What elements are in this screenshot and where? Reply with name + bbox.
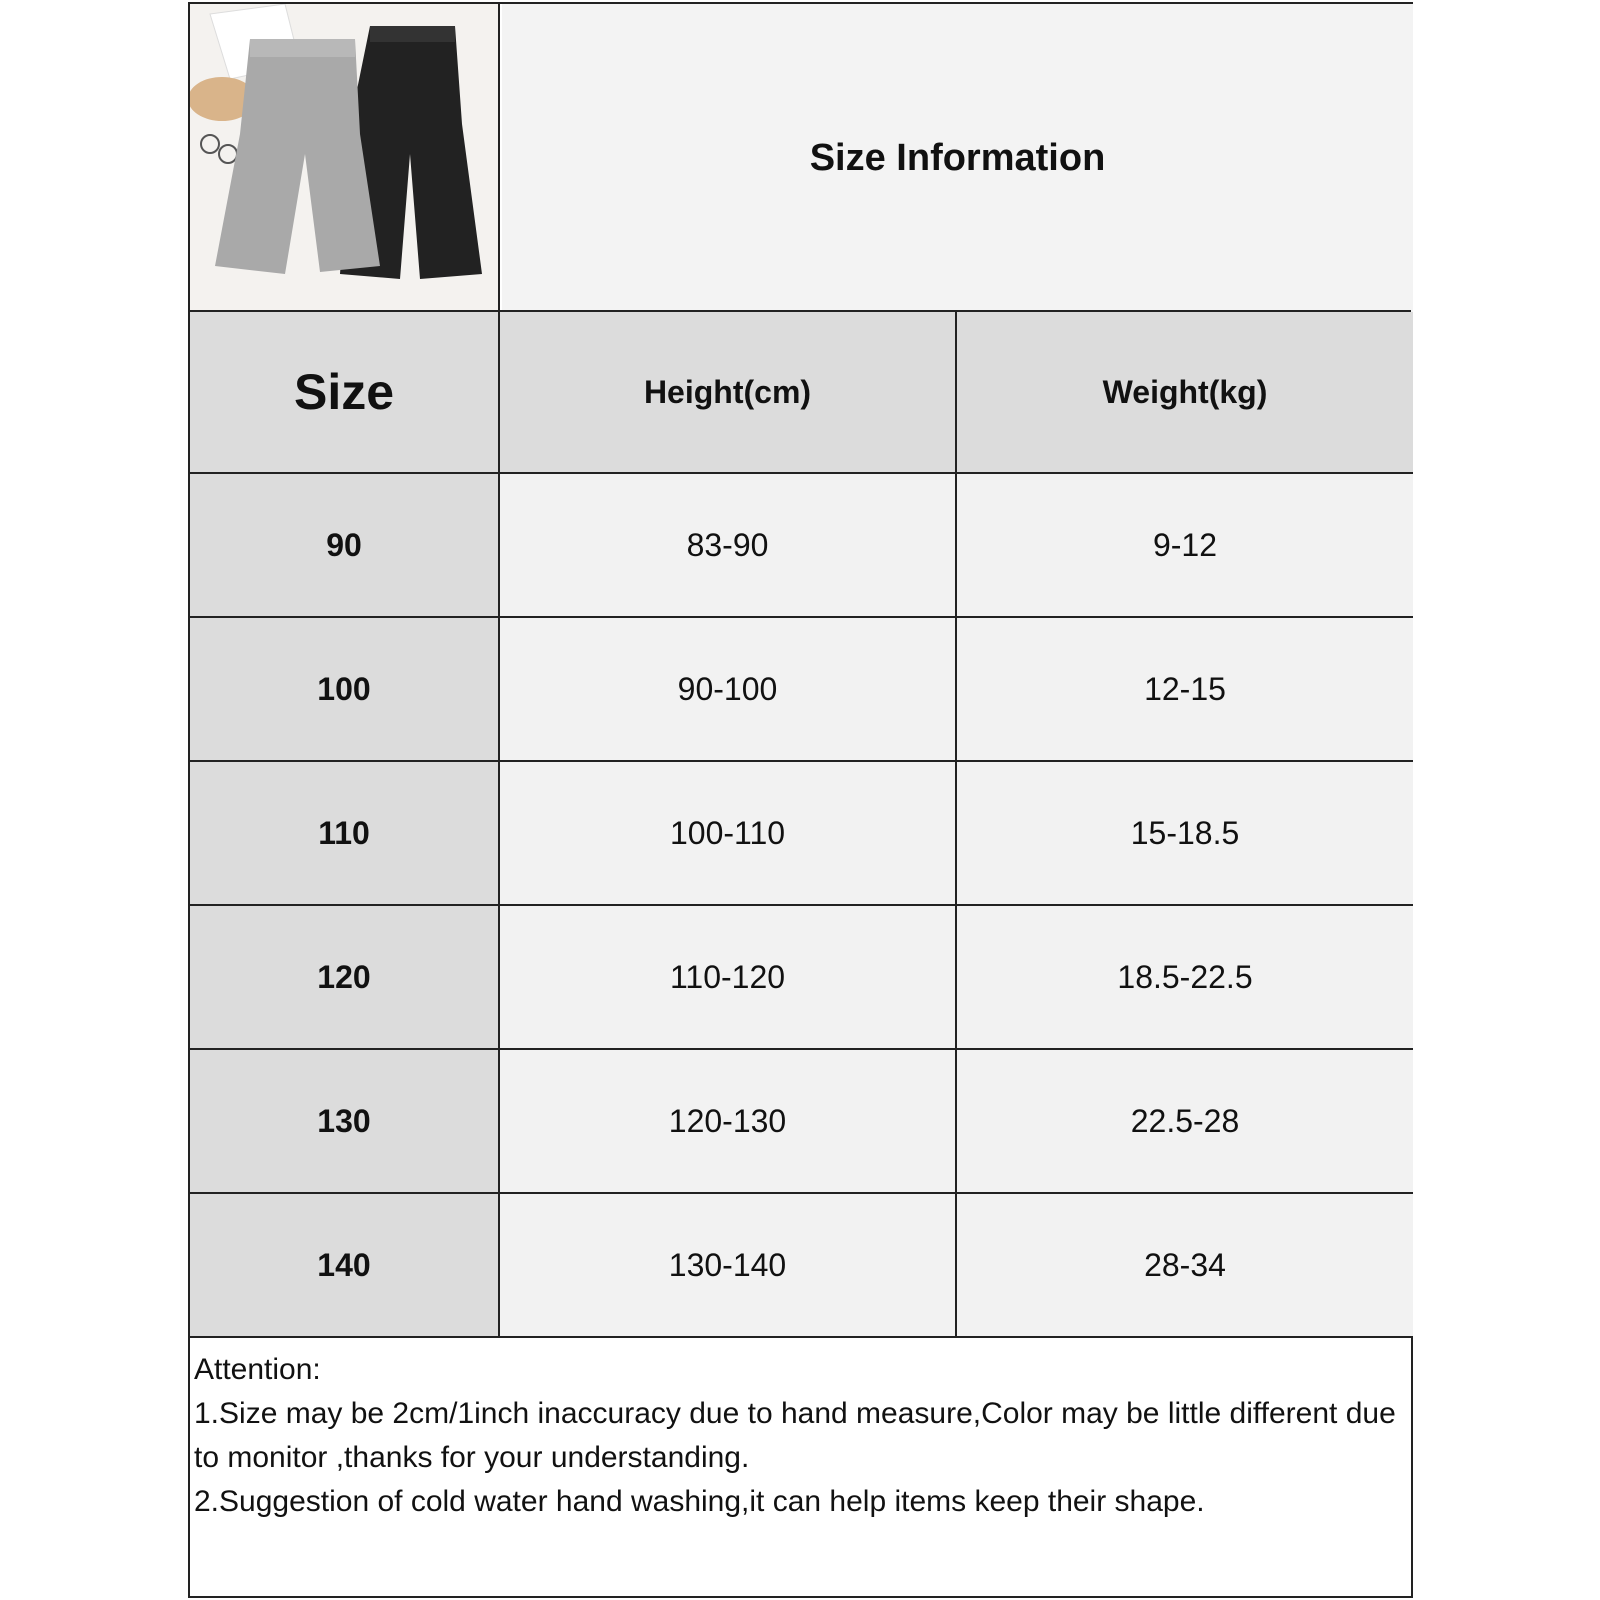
table-row-height: 83-90 [500, 474, 955, 616]
pants-photo-icon [190, 4, 500, 312]
table-row-height: 90-100 [500, 618, 955, 760]
product-photo [190, 4, 500, 312]
page-title: Size Information [502, 4, 1413, 312]
table-row-height: 120-130 [500, 1050, 955, 1192]
divider [190, 1336, 1411, 1338]
header-size: Size [190, 312, 498, 472]
notes-heading: Attention: [194, 1353, 321, 1386]
table-row-weight: 28-34 [957, 1194, 1413, 1336]
header-weight: Weight(kg) [957, 312, 1413, 472]
table-row-size: 130 [190, 1050, 498, 1192]
size-chart [188, 2, 1413, 1598]
table-row-weight: 15-18.5 [957, 762, 1413, 904]
attention-notes [194, 1348, 1404, 1524]
table-row-weight: 22.5-28 [957, 1050, 1413, 1192]
header-height: Height(cm) [500, 312, 955, 472]
table-row-weight: 12-15 [957, 618, 1413, 760]
table-row-height: 130-140 [500, 1194, 955, 1336]
table-row-size: 140 [190, 1194, 498, 1336]
table-row-size: 100 [190, 618, 498, 760]
notes-line-2: 2.Suggestion of cold water hand washing,it can help items keep their shape. [194, 1485, 1205, 1518]
table-row-size: 90 [190, 474, 498, 616]
table-row-weight: 9-12 [957, 474, 1413, 616]
divider [955, 312, 957, 1338]
table-row-height: 100-110 [500, 762, 955, 904]
notes-line-1: 1.Size may be 2cm/1inch inaccuracy due to hand measure,Color may be little different due to monitor ,thanks for your understanding. [194, 1397, 1405, 1474]
table-row-size: 110 [190, 762, 498, 904]
table-row-size: 120 [190, 906, 498, 1048]
table-row-weight: 18.5-22.5 [957, 906, 1413, 1048]
table-row-height: 110-120 [500, 906, 955, 1048]
divider [498, 312, 500, 1338]
